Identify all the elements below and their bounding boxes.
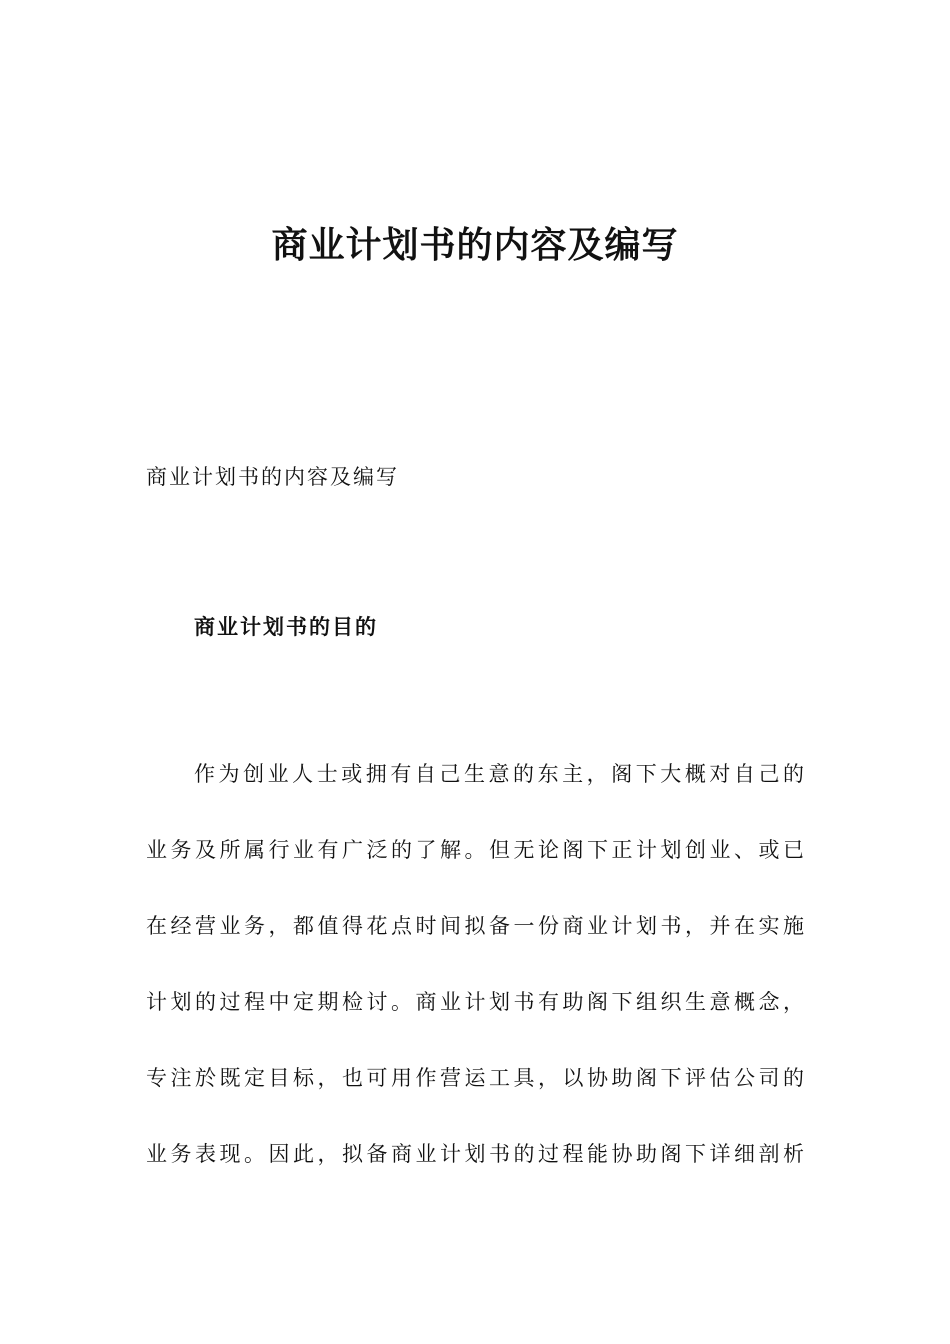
document-subtitle: 商业计划书的内容及编写 bbox=[146, 465, 399, 489]
section-heading: 商业计划书的目的 bbox=[194, 614, 378, 639]
document-title: 商业计划书的内容及编写 bbox=[271, 225, 679, 266]
body-line: 专注於既定目标，也可用作营运工具，以协助阁下评估公司的 bbox=[146, 1066, 804, 1090]
body-line: 业务表现。因此，拟备商业计划书的过程能协助阁下详细剖析 bbox=[146, 1142, 804, 1166]
body-line: 在经营业务，都值得花点时间拟备一份商业计划书，并在实施 bbox=[146, 914, 804, 938]
body-line: 作为创业人士或拥有自己生意的东主，阁下大概对自己的 bbox=[194, 762, 804, 786]
body-line: 计划的过程中定期检讨。商业计划书有助阁下组织生意概念， bbox=[146, 990, 804, 1014]
body-line: 业务及所属行业有广泛的了解。但无论阁下正计划创业、或已 bbox=[146, 838, 804, 862]
body-paragraph bbox=[146, 759, 804, 1215]
